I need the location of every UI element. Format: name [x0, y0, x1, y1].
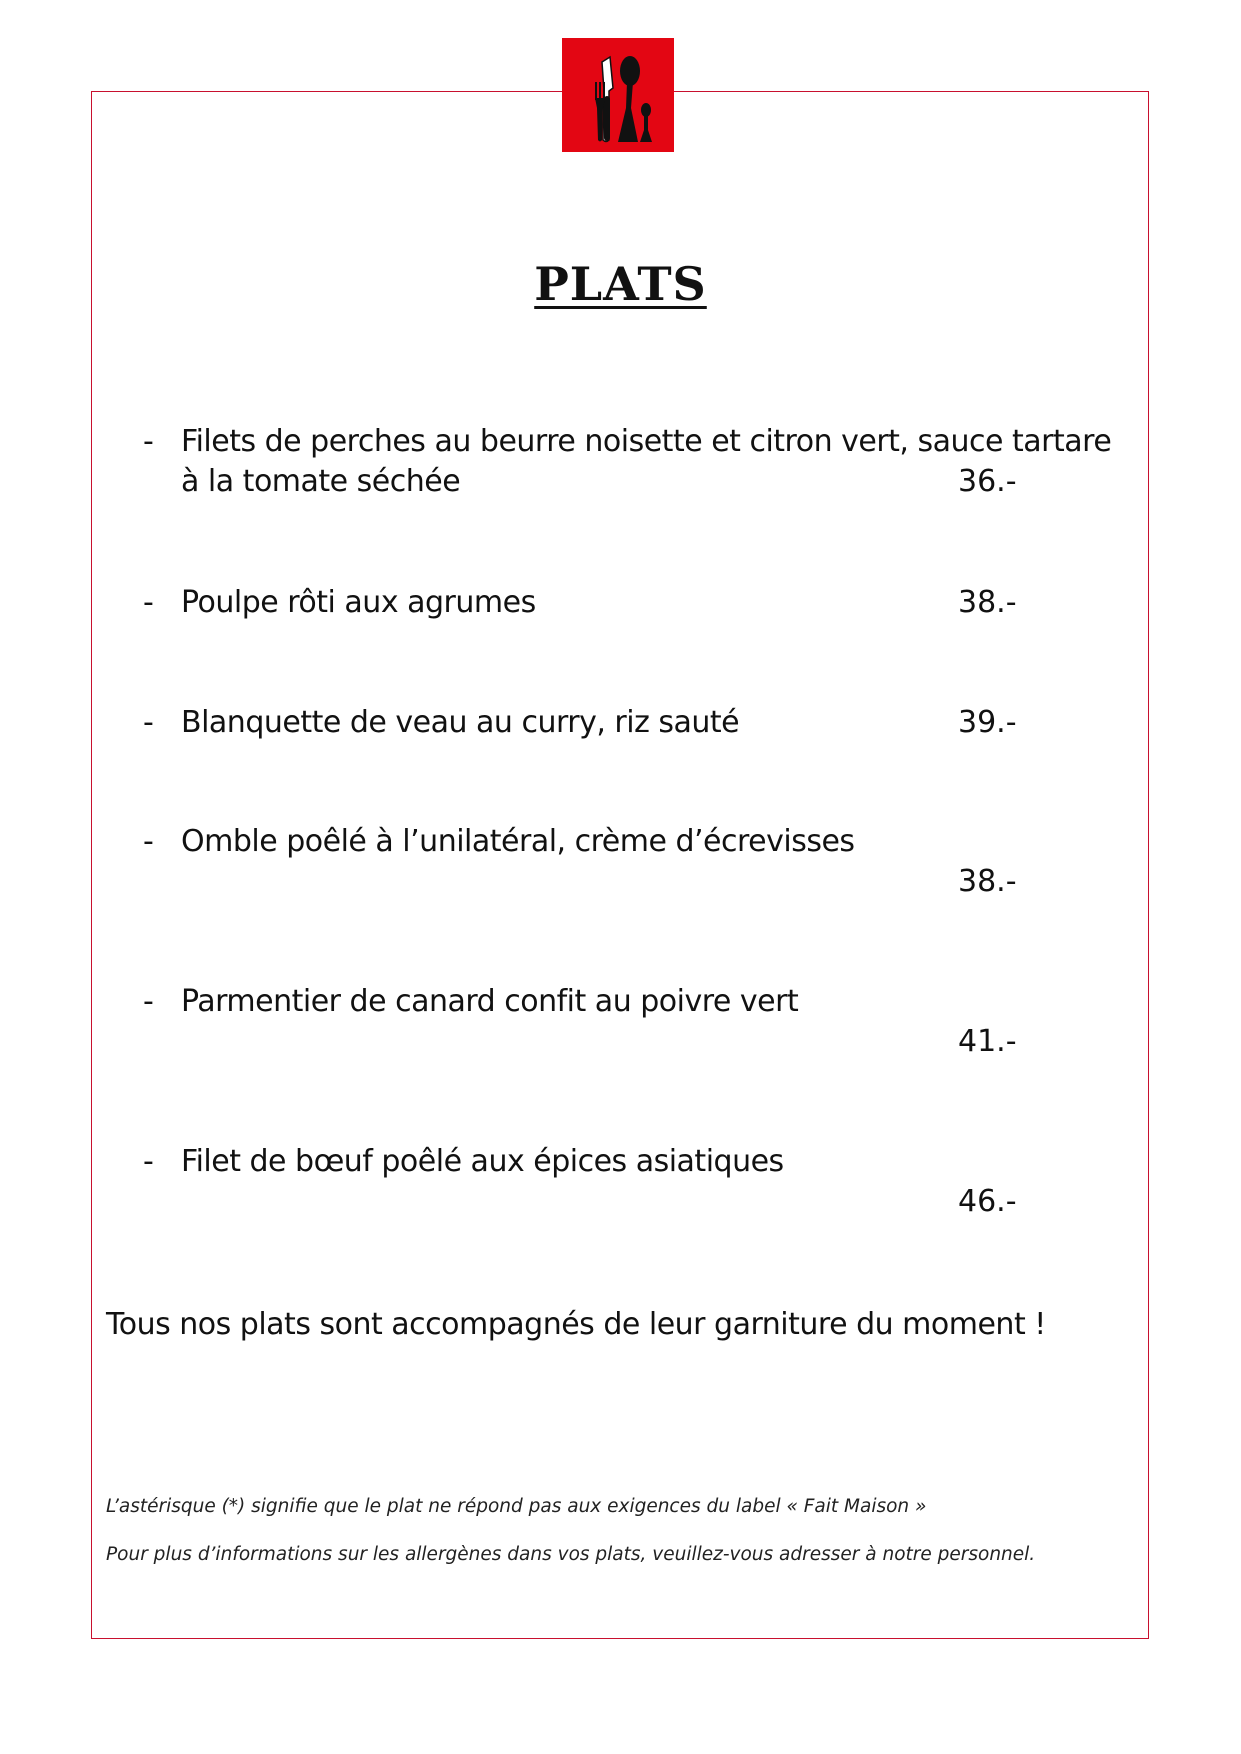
item-name: Parmentier de canard confit au poivre vert	[181, 984, 799, 1019]
item-name: Blanquette de veau au curry, riz sauté	[181, 705, 740, 740]
allergens-footnote: Pour plus d’informations sur les allergènes dans vos plats, veuillez-vous adresser à notre personnel.	[106, 1544, 1036, 1565]
item-bullet: -	[143, 1144, 154, 1179]
item-name: Filet de bœuf poêlé aux épices asiatiques	[181, 1144, 784, 1179]
item-name: à la tomate séchée	[181, 464, 461, 499]
page-title: PLATS	[534, 257, 707, 311]
item-price: 38.-	[958, 864, 1017, 899]
item-price: 38.-	[958, 585, 1017, 620]
asterisk-footnote: L’astérisque (*) signifie que le plat ne répond pas aux exigences du label « Fait Maison »	[106, 1496, 927, 1517]
item-name: Poulpe rôti aux agrumes	[181, 585, 536, 620]
item-bullet: -	[143, 424, 154, 459]
item-bullet: -	[143, 585, 154, 620]
item-name: Filets de perches au beurre noisette et citron vert, sauce tartare	[181, 424, 1112, 459]
item-bullet: -	[143, 705, 154, 740]
item-name: Omble poêlé à l’unilatéral, crème d’écrevisses	[181, 824, 855, 859]
item-price: 36.-	[958, 464, 1017, 499]
item-price: 41.-	[958, 1024, 1017, 1059]
item-bullet: -	[143, 824, 154, 859]
item-price: 39.-	[958, 705, 1017, 740]
cutlery-icon	[562, 38, 674, 152]
garnish-note: Tous nos plats sont accompagnés de leur garniture du moment !	[106, 1307, 1046, 1342]
item-bullet: -	[143, 984, 154, 1019]
item-price: 46.-	[958, 1184, 1017, 1219]
